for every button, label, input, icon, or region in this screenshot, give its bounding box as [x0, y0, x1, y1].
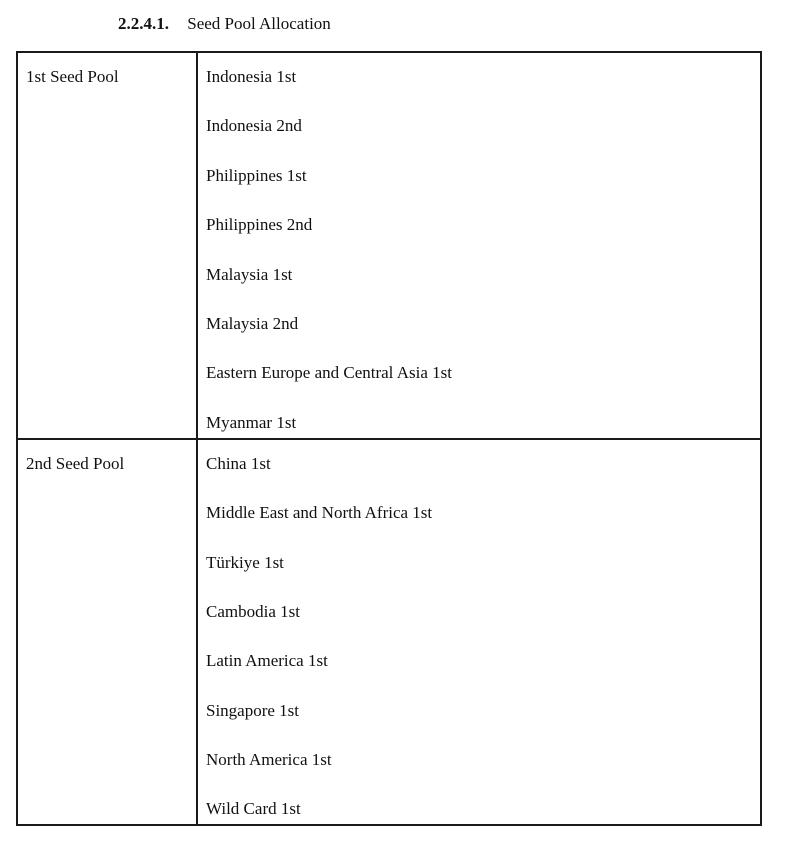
seed-pool-table: [16, 51, 762, 826]
list-item: Eastern Europe and Central Asia 1st: [206, 363, 452, 383]
list-item: Middle East and North Africa 1st: [206, 503, 433, 523]
pool-name: 2nd Seed Pool: [26, 453, 125, 473]
list-item: Türkiye 1st: [206, 552, 284, 572]
pool-entries-cell: [197, 439, 761, 826]
pool-name-cell: [17, 52, 197, 439]
list-item: Philippines 2nd: [206, 215, 313, 235]
pool-name-cell: [17, 439, 197, 826]
list-item: Cambodia 1st: [206, 601, 300, 621]
section-title: Seed Pool Allocation: [187, 14, 331, 33]
list-item: Wild Card 1st: [206, 799, 301, 819]
list-item: Indonesia 1st: [206, 67, 297, 86]
list-item: North America 1st: [206, 750, 332, 770]
list-item: Indonesia 2nd: [206, 116, 302, 136]
table-row: [17, 439, 761, 826]
list-item: Singapore 1st: [206, 700, 300, 720]
list-item: China 1st: [206, 453, 271, 473]
list-item: Myanmar 1st: [206, 412, 297, 432]
list-item: Latin America 1st: [206, 651, 328, 671]
list-item: Philippines 1st: [206, 165, 307, 185]
pool-entries-cell: [197, 52, 761, 439]
list-item: Malaysia 2nd: [206, 313, 299, 333]
section-number: 2.2.4.1.: [118, 14, 169, 33]
table-row: [17, 52, 761, 439]
section-heading: [118, 12, 331, 36]
list-item: Malaysia 1st: [206, 264, 293, 284]
pool-name: 1st Seed Pool: [26, 67, 119, 86]
